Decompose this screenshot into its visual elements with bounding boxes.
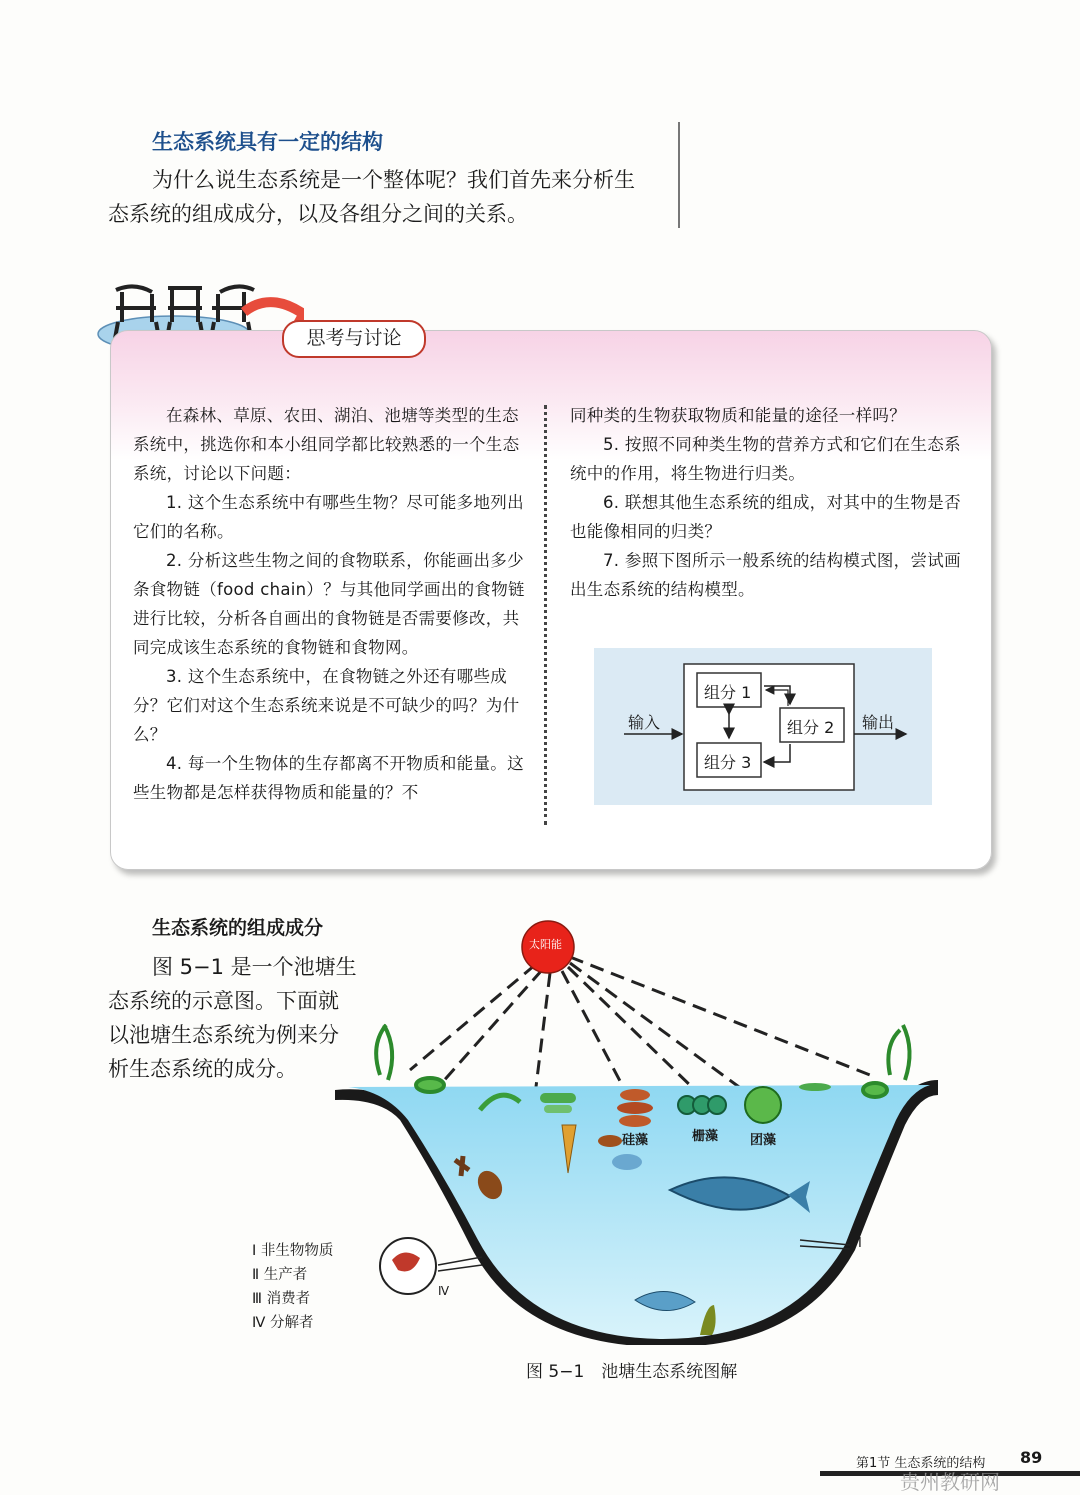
discussion-right-column bbox=[570, 401, 962, 604]
model-component-2: 组分 2 bbox=[787, 718, 835, 737]
roman-label-one: I bbox=[858, 1236, 862, 1251]
intro-line-2: 态系统的组成成分，以及各组分之间的关系。 bbox=[108, 202, 528, 226]
roman-label-four: Ⅳ bbox=[438, 1284, 450, 1298]
discussion-right-para: 7. 参照下图所示一般系统的结构模式图，尝试画出生态系统的结构模型。 bbox=[570, 551, 961, 599]
section2-line: 以池塘生态系统为例来分 bbox=[108, 1023, 339, 1047]
section2-line: 析生态系统的成分。 bbox=[108, 1057, 297, 1081]
filament-algae-label: 栅藻 bbox=[692, 1129, 719, 1144]
sunlight-rays bbox=[410, 957, 870, 1100]
discussion-left-para: 4. 每一个生物体的生存都离不开物质和能量。这些生物都是怎样获得物质和能量的？不 bbox=[133, 754, 524, 802]
footer-chapter: 第1节 生态系统的结构 bbox=[856, 1456, 986, 1471]
figure-caption: 图 5−1 池塘生态系统图解 bbox=[526, 1362, 738, 1382]
discussion-left-column bbox=[133, 401, 525, 807]
intro-line-1: 为什么说生态系统是一个整体呢？我们首先来分析生 bbox=[152, 168, 635, 192]
page-number: 89 bbox=[1020, 1448, 1043, 1467]
section2-line: 态系统的示意图。下面就 bbox=[108, 989, 339, 1013]
section2-line: 图 5−1 是一个池塘生 bbox=[152, 955, 357, 979]
cluster-algae-label: 团藻 bbox=[750, 1133, 777, 1148]
diatom-label: 硅藻 bbox=[622, 1133, 649, 1148]
legend-item: Ⅳ 分解者 bbox=[252, 1315, 314, 1331]
legend-item: I 非生物物质 bbox=[252, 1243, 334, 1259]
discussion-left-para: 2. 分析这些生物之间的食物联系，你能画出多少条食物链（food chain）？与其他同学画出的食物链进行比较，分析各自画出的食物链是否需要修改，共同完成该生态系统的食物链和食物网。 bbox=[133, 551, 525, 657]
discussion-left-para: 3. 这个生态系统中，在食物链之外还有哪些成分？它们对这个生态系统来说是不可缺少的吗？为什么？ bbox=[133, 667, 520, 744]
discussion-right-para: 同种类的生物获取物质和能量的途径一样吗？ bbox=[570, 406, 906, 425]
model-component-3: 组分 3 bbox=[704, 753, 752, 772]
model-output-label: 输出 bbox=[862, 713, 895, 732]
legend-item: Ⅲ 消费者 bbox=[252, 1291, 311, 1307]
discussion-right-para: 6. 联想其他生态系统的组成，对其中的生物是否也能像相同的归类？ bbox=[570, 493, 961, 541]
decomposer-icon bbox=[380, 1238, 482, 1294]
model-input-label: 输入 bbox=[628, 713, 661, 732]
discussion-label: 思考与讨论 bbox=[282, 320, 426, 358]
discussion-right-para: 5. 按照不同种类生物的营养方式和它们在生态系统中的作用，将生物进行归类。 bbox=[570, 435, 961, 483]
margin-divider bbox=[678, 122, 680, 228]
sun-label: 太阳能 bbox=[529, 938, 562, 951]
discussion-left-para: 1. 这个生态系统中有哪些生物？尽可能多地列出它们的名称。 bbox=[133, 493, 524, 541]
system-model-diagram bbox=[594, 648, 932, 805]
section2-title: 生态系统的组成成分 bbox=[152, 917, 324, 939]
watermark: 贵州教研网 bbox=[900, 1470, 1000, 1494]
column-divider bbox=[544, 405, 547, 825]
section-title: 生态系统具有一定的结构 bbox=[152, 130, 383, 154]
legend-item: Ⅱ 生产者 bbox=[252, 1267, 308, 1283]
figure-legend bbox=[252, 1239, 333, 1335]
discussion-left-para: 在森林、草原、农田、湖泊、池塘等类型的生态系统中，挑选你和本小组同学都比较熟悉的一个生态系统，讨论以下问题： bbox=[133, 406, 520, 483]
model-component-1: 组分 1 bbox=[704, 683, 752, 702]
